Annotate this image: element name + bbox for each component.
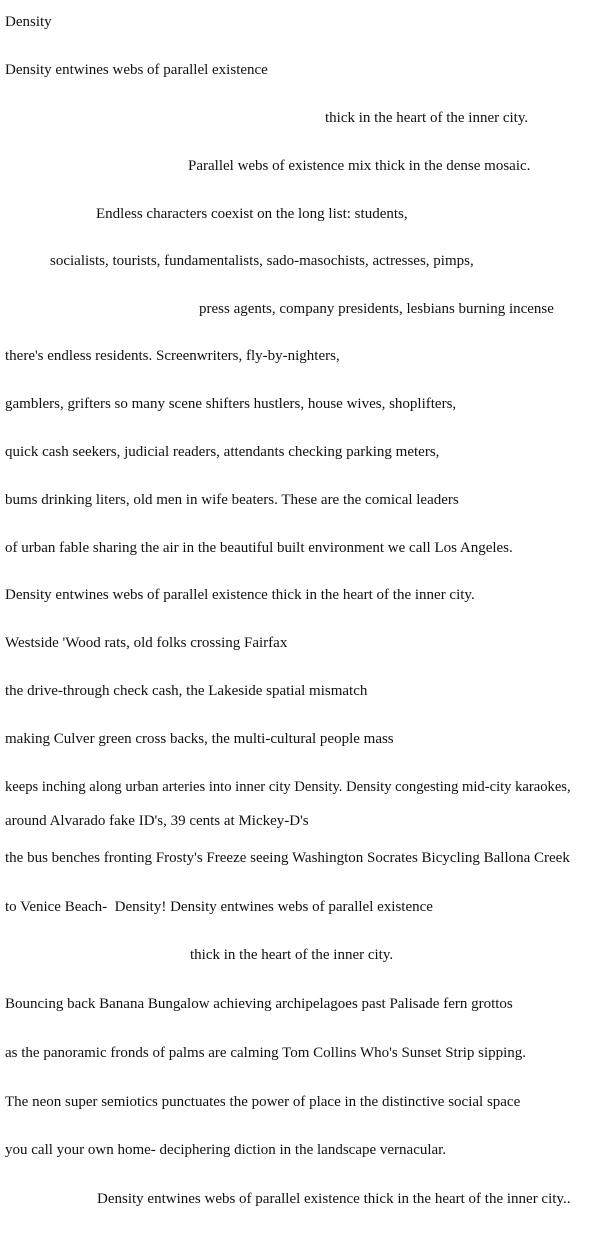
poem-line: press agents, company presidents, lesbians burning incense bbox=[199, 301, 554, 317]
poem-title: Density bbox=[5, 14, 52, 30]
poem-line: quick cash seekers, judicial readers, attendants checking parking meters, bbox=[5, 444, 440, 460]
poem-line: the drive-through check cash, the Lakeside spatial mismatch bbox=[5, 683, 368, 699]
poem-line: of urban fable sharing the air in the beautiful built environment we call Los Angeles. bbox=[5, 540, 513, 556]
poem-line: socialists, tourists, fundamentalists, sado-masochists, actresses, pimps, bbox=[50, 253, 474, 269]
poem-line: Density entwines webs of parallel existence thick in the heart of the inner city.. bbox=[97, 1191, 571, 1207]
poem-line: to Venice Beach- Density! Density entwines webs of parallel existence bbox=[5, 899, 433, 915]
poem-line: gamblers, grifters so many scene shifters hustlers, house wives, shoplifters, bbox=[5, 396, 457, 412]
poem-line: Endless characters coexist on the long list: students, bbox=[96, 206, 408, 222]
poem-line: Bouncing back Banana Bungalow achieving archipelagoes past Palisade fern grottos bbox=[5, 996, 513, 1012]
poem-line: around Alvarado fake ID's, 39 cents at Mickey-D's bbox=[5, 813, 309, 829]
poem-line: Parallel webs of existence mix thick in the dense mosaic. bbox=[188, 158, 531, 174]
poem-line: Density entwines webs of parallel existence bbox=[5, 62, 268, 78]
poem-line: Westside 'Wood rats, old folks crossing Fairfax bbox=[5, 635, 288, 651]
poem-line: Density entwines webs of parallel existence thick in the heart of the inner city. bbox=[5, 587, 475, 603]
poem-line: keeps inching along urban arteries into inner city Density. Density congesting mid-city karaokes, bbox=[5, 779, 571, 795]
poem-line: thick in the heart of the inner city. bbox=[190, 947, 394, 963]
poem-line: you call your own home- deciphering diction in the landscape vernacular. bbox=[5, 1142, 447, 1158]
poem-line: making Culver green cross backs, the multi-cultural people mass bbox=[5, 731, 394, 747]
poem-line: as the panoramic fronds of palms are calming Tom Collins Who's Sunset Strip sipping. bbox=[5, 1045, 527, 1061]
poem-line: The neon super semiotics punctuates the power of place in the distinctive social space bbox=[5, 1094, 521, 1110]
poem-line: bums drinking liters, old men in wife beaters. These are the comical leaders bbox=[5, 492, 459, 508]
poem-line: thick in the heart of the inner city. bbox=[325, 110, 529, 126]
poem-line: there's endless residents. Screenwriters, fly-by-nighters, bbox=[5, 348, 340, 364]
poem-line: the bus benches fronting Frosty's Freeze seeing Washington Socrates Bicycling Ballona Creek bbox=[5, 850, 570, 866]
